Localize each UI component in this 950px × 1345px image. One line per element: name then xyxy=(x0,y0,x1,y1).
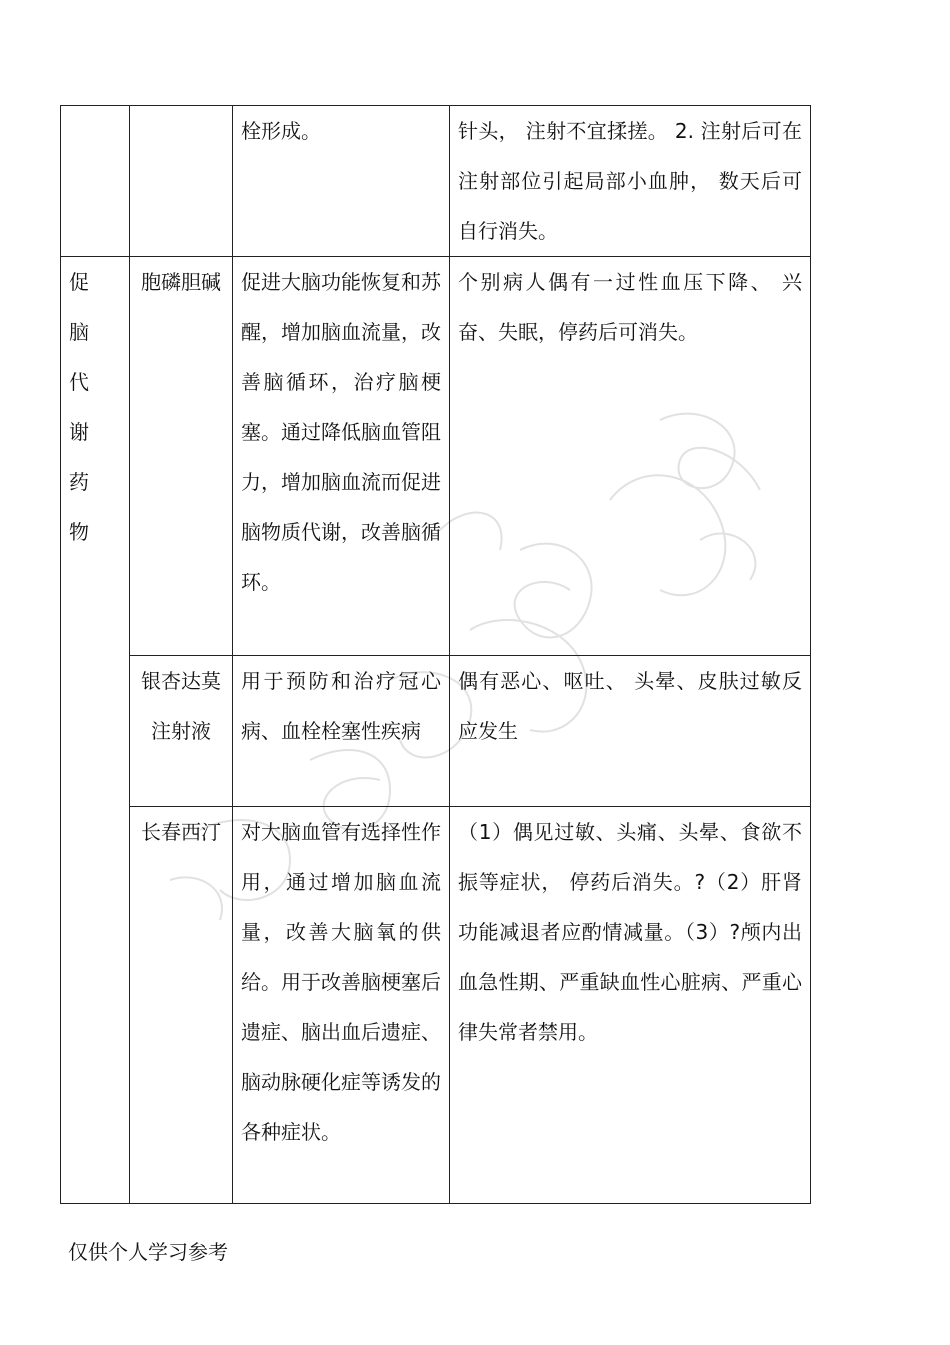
effect-cell: 用于预防和治疗冠心病、血栓栓塞性疾病 xyxy=(233,656,450,807)
drug-name-cell xyxy=(130,106,233,257)
effect-cell: 促进大脑功能恢复和苏醒，增加脑血流量，改善脑循环，治疗脑梗塞。通过降低脑血管阻力，增加脑血流而促进脑物质代谢，改善脑循环。 xyxy=(233,257,450,656)
side-effects-cell: （1）偶见过敏、头痛、头晕、食欲不振等症状， 停药后消失。?（2）肝肾功能减退者应酌情减量。（3）?颅内出血急性期、严重缺血性心脏病、严重心律失常者禁用。 xyxy=(450,807,811,1204)
drug-table xyxy=(60,105,811,1204)
drug-name-cell: 银杏达莫注射液 xyxy=(130,656,233,807)
side-effects-cell: 偶有恶心、呕吐、 头晕、皮肤过敏反应发生 xyxy=(450,656,811,807)
drug-name-cell: 胞磷胆碱 xyxy=(130,257,233,656)
table-row xyxy=(61,257,811,656)
category-cell xyxy=(61,106,130,257)
effect-cell: 对大脑血管有选择性作用，通过增加脑血流量，改善大脑氧的供给。用于改善脑梗塞后遗症、脑出血后遗症、脑动脉硬化症等诱发的各种症状。 xyxy=(233,807,450,1204)
side-effects-cell: 个别病人偶有一过性血压下降、 兴奋、失眠，停药后可消失。 xyxy=(450,257,811,656)
category-cell xyxy=(61,257,130,1204)
table-row xyxy=(61,656,811,807)
table-row xyxy=(61,106,811,257)
side-effects-cell: 针头， 注射不宜揉搓。 2. 注射后可在注射部位引起局部小血肿， 数天后可自行消失。 xyxy=(450,106,811,257)
category-label: 促脑代谢药物 xyxy=(69,270,89,544)
footer-note: 仅供个人学习参考 xyxy=(68,1240,228,1264)
drug-name-cell: 长春西汀 xyxy=(130,807,233,1204)
effect-cell: 栓形成。 xyxy=(233,106,450,257)
table-row xyxy=(61,807,811,1204)
